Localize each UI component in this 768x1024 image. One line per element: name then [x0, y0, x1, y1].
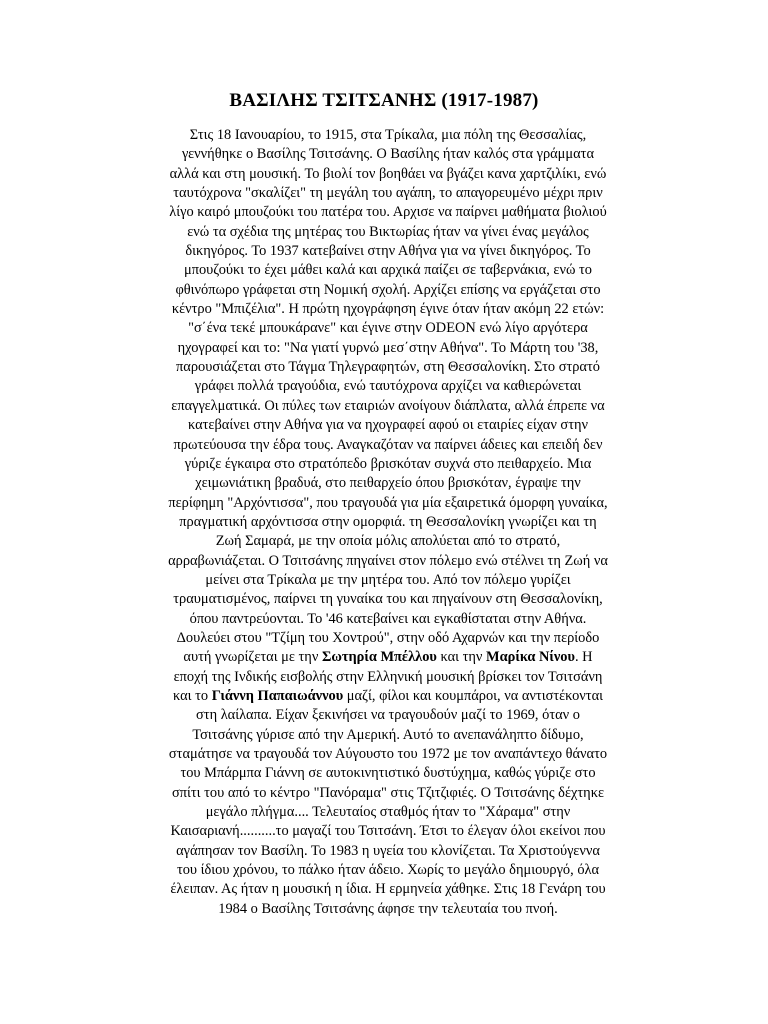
text-line: [118, 300, 658, 319]
bold-name: Σωτηρία Μπέλλου: [321, 649, 437, 666]
text-line: [118, 319, 658, 338]
text-segment: μεγάλο πλήγμα.... Τελευταίος σταθμός ήταν το "Χάραμα" στην: [205, 804, 571, 821]
text-segment: γεννήθηκε ο Βασίλης Τσιτσάνης. Ο Βασίλης ήταν καλός στα γράμματα: [182, 146, 594, 163]
text-segment: πρωτεύουσα την έδρα τους. Αναγκαζόταν να παίρνει άδειες και επειδή δεν: [173, 436, 603, 453]
text-segment: ενώ τα σχέδια της μητέρας του Βικτωρίας ήταν να γίνει ένας μεγάλος: [187, 223, 589, 240]
text-line: [118, 184, 658, 203]
text-segment: όπου παντρεύονται. Το '46 κατεβαίνει και εγκαθίσταται στην Αθήνα.: [189, 610, 587, 627]
document-title: ΒΑΣΙΛΗΣ ΤΣΙΤΣΑΝΗΣ (1917-1987): [229, 90, 539, 111]
text-line: [118, 532, 658, 551]
text-segment: σταμάτησε να τραγουδά τον Αύγουστο του 1972 με τον αναπάντεχο θάνατο: [168, 746, 608, 762]
text-segment: Δουλεύει στου "Τζίμη του Χοντρού", στην οδό Αχαρνών και την περίοδο: [176, 629, 600, 646]
text-segment: "σ΄ένα τεκέ μπουκάρανε" και έγινε στην ODEON ενώ λίγο αργότερα: [188, 320, 588, 337]
text-segment: κατεβαίνει στην Αθήνα για να ηχογραφεί αφού οι εταιρίες είχαν στην: [187, 417, 589, 434]
text-line: [118, 590, 658, 609]
text-segment: Στις 18 Ιανουαρίου, το 1915, στα Τρίκαλα, μια πόλη της Θεσσαλίας,: [189, 127, 587, 143]
text-line: [118, 726, 658, 745]
text-line: [118, 822, 658, 841]
text-segment: έλειπαν. Ας ήταν η μουσική η ίδια. Η ερμηνεία χάθηκε. Στις 18 Γενάρη του: [170, 881, 606, 898]
text-line: [118, 784, 658, 803]
text-segment: σπίτι του από το κέντρο "Πανόραμα" στις Τζιτζιφιές. Ο Τσιτσάνης δέχτηκε: [171, 784, 604, 801]
text-line: [118, 416, 658, 435]
text-line: [118, 629, 658, 648]
text-segment: τραυματισμένος, παίρνει τη γυναίκα του και πηγαίνουν στη Θεσσαλονίκη,: [173, 591, 603, 608]
text-line: [118, 842, 658, 861]
text-segment: φθινόπωρο γράφεται στη Νομική σχολή. Αρχίζει επίσης να εργάζεται στο: [175, 281, 601, 298]
text-line: [118, 900, 658, 919]
text-segment: πραγματική αρχόντισσα στην ομορφιά. τη Θεσσαλονίκη γνωρίζει και τη: [179, 513, 597, 530]
text-segment: κέντρο "Μπιζέλια". Η πρώτη ηχογράφηση έγινε όταν ήταν ακόμη 22 ετών:: [171, 301, 605, 318]
text-segment: αλλά και στη μουσική. Το βιολί τον βοηθάει να βγάζει κανα χαρτζιλίκι, ενώ: [169, 165, 607, 182]
text-segment: αρραβωνιάζεται. Ο Τσιτσάνης πηγαίνει στον πόλεμο ενώ στέλνει τη Ζωή να: [168, 552, 608, 569]
text-line: [118, 358, 658, 377]
text-segment: εποχή της Ινδικής εισβολής στην Ελληνική μουσική βρίσκει τον Τσιτσάνη: [173, 668, 603, 685]
text-segment: δικηγόρος. Το 1937 κατεβαίνει στην Αθήνα για να γίνει δικηγόρος. Το: [185, 243, 591, 260]
text-segment: λίγο καιρό μπουζούκι του πατέρα του. Αρχισε να παίρνει μαθήματα βιολιού: [169, 204, 607, 221]
text-segment: 1984 ο Βασίλης Τσιτσάνης άφησε την τελευταία του πνοή.: [218, 900, 558, 917]
text-line: [118, 706, 658, 725]
text-line: [118, 223, 658, 242]
text-line: [118, 436, 658, 455]
text-segment: και το: [173, 687, 212, 704]
text-segment: μείνει στα Τρίκαλα με την μητέρα του. Από τον πόλεμο γυρίζει: [205, 571, 571, 588]
text-line: [118, 648, 658, 667]
biography-text: [118, 126, 658, 919]
text-segment: Ζωή Σαμαρά, με την οποία μόλις απολύεται από το στρατό,: [215, 533, 561, 550]
text-line: [118, 203, 658, 222]
text-line: [118, 281, 658, 300]
text-line: [118, 126, 658, 145]
text-segment: ταυτόχρονα "σκαλίζει" τη μεγάλη του αγάπη, το απαγορευμένο μέχρι πριν: [173, 185, 603, 202]
text-segment: αυτή γνωρίζεται με την: [183, 649, 322, 666]
text-line: [118, 455, 658, 474]
text-segment: Καισαριανή..........το μαγαζί του Τσιτσάνη. Έτσι το έλεγαν όλοι εκείνοι που: [170, 823, 606, 840]
text-line: [118, 339, 658, 358]
text-line: [118, 474, 658, 493]
text-segment: μαζί, φίλοι και κουμπάροι, να αντιστέκονται: [343, 687, 603, 704]
text-segment: . Η: [574, 649, 593, 666]
text-line: [118, 745, 658, 764]
text-line: [118, 377, 658, 396]
text-line: [118, 610, 658, 629]
text-line: [118, 687, 658, 706]
text-line: [118, 145, 658, 164]
text-line: [118, 571, 658, 590]
bold-name: Γιάννη Παπαιωάννου: [211, 687, 344, 704]
bold-name: Μαρίκα Νίνου: [486, 649, 575, 666]
text-line: [118, 242, 658, 261]
text-segment: επαγγελματικά. Οι πύλες των εταιριών ανοίγουν διάπλατα, αλλά έπρεπε να: [171, 397, 605, 414]
text-segment: ηχογραφεί και το: "Να γιατί γυρνώ μεσ΄στην Αθήνα". Το Μάρτη του '38,: [177, 339, 599, 356]
text-segment: χειμωνιάτικη βραδυά, στο πειθαρχείο όπου βρισκόταν, έγραψε την: [195, 475, 581, 492]
text-segment: αγάπησαν τον Βασίλη. Το 1983 η υγεία του κλονίζεται. Τα Χριστούγεννα: [176, 842, 600, 859]
text-segment: περίφημη "Αρχόντισσα", που τραγουδά για μία εξαιρετικά όμορφη γυναίκα,: [168, 494, 608, 511]
text-line: [118, 668, 658, 687]
text-segment: παρουσιάζεται στο Τάγμα Τηλεγραφητών, στη Θεσσαλονίκη. Στο στρατό: [176, 359, 600, 376]
text-line: [118, 803, 658, 822]
text-line: [118, 764, 658, 783]
text-segment: γύριζε έγκαιρα στο στρατόπεδο βρισκόταν συχνά στο πειθαρχείο. Μια: [184, 455, 592, 472]
text-line: [118, 261, 658, 280]
text-segment: του ίδιου χρόνου, το πάλκο ήταν άδειο. Χωρίς το μεγάλο δημιουργό, όλα: [176, 862, 600, 879]
text-line: [118, 165, 658, 184]
text-segment: και την: [436, 649, 487, 666]
text-line: [118, 513, 658, 532]
text-segment: Τσιτσάνης γύρισε από την Αμερική. Αυτό το ανεπανάληπτο δίδυμο,: [192, 726, 584, 743]
text-line: [118, 552, 658, 571]
text-line: [118, 397, 658, 416]
text-line: [118, 494, 658, 513]
text-segment: του Μπάρμπα Γιάννη σε αυτοκινητιστικό δυστύχημα, καθώς γύριζε στο: [180, 765, 596, 782]
text-segment: στη λαίλαπα. Είχαν ξεκινήσει να τραγουδούν μαζί το 1969, όταν ο: [196, 707, 580, 724]
text-segment: μπουζούκι το έχει μάθει καλά και αρχικά παίζει σε ταβερνάκια, ενώ το: [183, 262, 593, 279]
text-segment: γράφει πολλά τραγούδια, ενώ ταυτόχρονα αρχίζει να καθιερώνεται: [194, 378, 582, 395]
text-line: [118, 861, 658, 880]
text-line: [118, 880, 658, 899]
